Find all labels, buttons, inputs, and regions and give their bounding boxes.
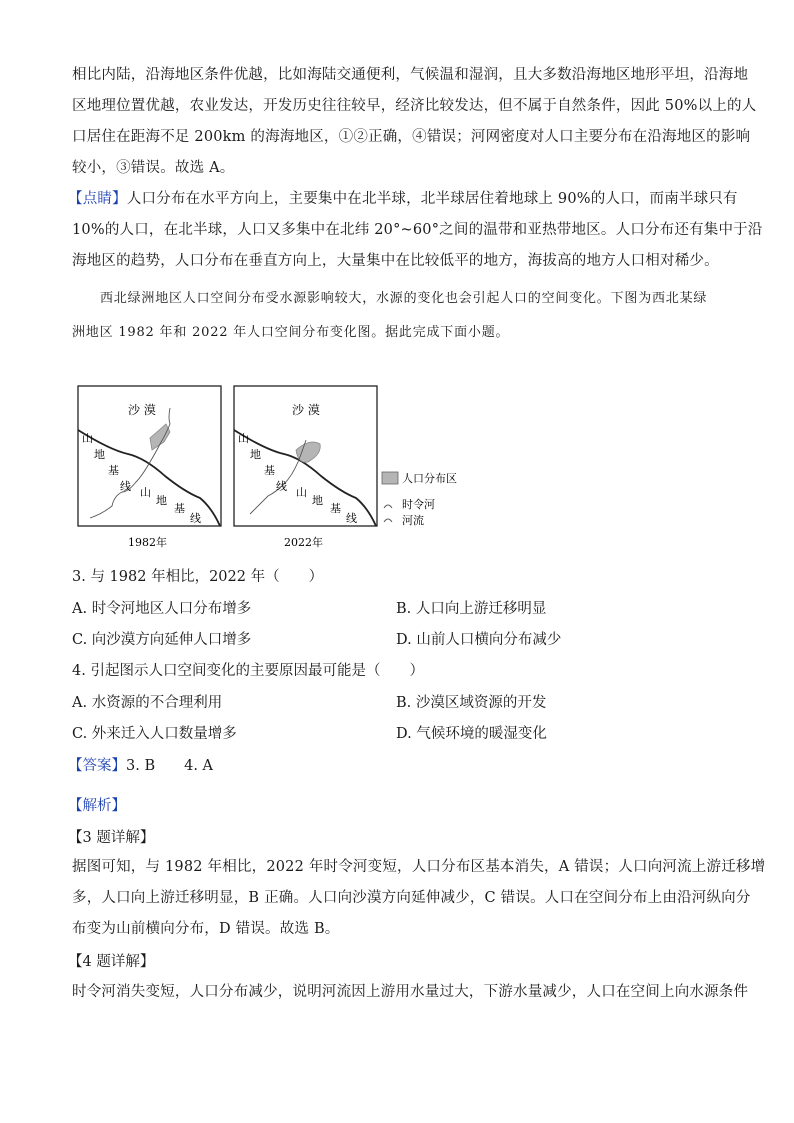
q3-detail-tag: 【3 题详解】 [68, 830, 155, 846]
q4-detail-line: 时令河消失变短，人口分布减少，说明河流因上游用水量过大，下游水量减少，人口在空间上向水源条件 [72, 984, 749, 1000]
legend-population-label: 人口分布区 [402, 472, 457, 485]
mountain-char: 山 [238, 432, 249, 445]
mountain-char: 基 [264, 464, 275, 477]
material-line: 洲地区 1982 年和 2022 年人口空间分布变化图。据此完成下面小题。 [72, 325, 510, 340]
question-4-option-d: D. 气候环境的暖湿变化 [396, 726, 547, 742]
intro-line: 相比内陆，沿海地区条件优越，比如海陆交通便利，气候温和湿润，且大多数沿海地区地形平坦，沿海地 [72, 67, 749, 83]
question-4-option-a: A. 水资源的不合理利用 [72, 695, 223, 711]
question-4-option-c: C. 外来迁入人口数量增多 [72, 726, 237, 742]
mountain-char: 地 [94, 448, 105, 461]
material-paragraph [72, 282, 722, 350]
population-area [150, 424, 170, 450]
analysis-tag: 【解析】 [68, 798, 126, 814]
q3-detail-line: 据图可知，与 1982 年相比，2022 年时令河变短，人口分布区基本消失，A 错误；人口向河流上游迁移增 [72, 859, 766, 875]
intro-paragraph [72, 60, 757, 184]
panel-1982-caption: 1982年 [128, 536, 167, 549]
mountain-char: 山 [140, 486, 151, 499]
legend-river-symbol [384, 519, 392, 522]
desert-label: 沙 漠 [128, 403, 156, 417]
legend-seasonal-river-label: 时令河 [402, 498, 435, 511]
mountain-char: 山 [82, 432, 93, 445]
panel-2022-caption: 2022年 [284, 536, 323, 549]
panel-1982 [78, 386, 221, 549]
question-3-option-b: B. 人口向上游迁移明显 [396, 601, 547, 617]
answer-text: 3. B 4. A [126, 758, 214, 774]
panel-2022 [234, 386, 377, 549]
legend-population-swatch [382, 472, 398, 484]
q4-detail-tag: 【4 题详解】 [68, 954, 155, 970]
answer-line [68, 754, 213, 775]
mountain-char: 线 [190, 512, 201, 525]
question-3-stem: 3. 与 1982 年相比，2022 年（ ） [72, 569, 324, 585]
mountain-char: 地 [312, 494, 323, 507]
q3-detail-line: 多，人口向上游迁移明显，B 正确。人口向沙漠方向延伸减少，C 错误。人口在空间分布上由沿河纵向分 [72, 890, 751, 906]
question-4-option-b: B. 沙漠区域资源的开发 [396, 695, 547, 711]
question-3-option-d: D. 山前人口横向分布减少 [396, 632, 562, 648]
mountain-char: 地 [250, 448, 261, 461]
dianjing-line: 10%的人口，在北半球，人口又多集中在北纬 20°~60°之间的温带和亚热带地区。人口分布还有集中于沿 [72, 222, 763, 238]
material-line: 西北绿洲地区人口空间分布受水源影响较大，水源的变化也会引起人口的空间变化。下图为西北某绿 [100, 291, 708, 306]
answer-tag: 【答案】 [68, 758, 126, 774]
question-3-option-a: A. 时令河地区人口分布增多 [72, 601, 252, 617]
dianjing-line: 人口分布在水平方向上，主要集中在北半球，北半球居住着地球上 90%的人口，而南半球只有 [126, 191, 738, 207]
dianjing-line: 海地区的趋势，人口分布在垂直方向上，大量集中在比较低平的地方，海拔高的地方人口相对稀少。 [72, 253, 719, 269]
q4-detail-paragraph [72, 977, 749, 1008]
mountain-char: 线 [120, 480, 131, 493]
legend [382, 471, 457, 527]
mountain-char: 基 [108, 464, 119, 477]
dianjing-section [68, 184, 763, 277]
oasis-population-figure [70, 380, 480, 552]
legend-seasonal-river-symbol [384, 505, 392, 508]
question-4-stem: 4. 引起图示人口空间变化的主要原因最可能是（ ） [72, 663, 424, 679]
legend-river-label: 河流 [402, 514, 424, 527]
dianjing-tag: 【点睛】 [68, 191, 127, 207]
intro-line: 口居住在距海不足 200km 的海海地区，①②正确，④错误；河网密度对人口主要分布在沿海地区的影响 [72, 129, 751, 145]
intro-line: 较小，③错误。故选 A。 [72, 160, 235, 176]
mountain-char: 山 [296, 486, 307, 499]
mountain-char: 地 [156, 494, 167, 507]
population-area [296, 442, 320, 462]
mountain-char: 线 [276, 480, 287, 493]
mountain-char: 基 [330, 502, 341, 515]
question-3-option-c: C. 向沙漠方向延伸人口增多 [72, 632, 252, 648]
q3-detail-line: 布变为山前横向分布，D 错误。故选 B。 [72, 921, 340, 937]
mountain-char: 基 [174, 502, 185, 515]
q3-detail-paragraph [72, 852, 766, 945]
desert-label: 沙 漠 [292, 403, 320, 417]
intro-line: 区地理位置优越，农业发达，开发历史往往较早，经济比较发达，但不属于自然条件，因此 50%以上的人 [72, 98, 757, 114]
mountain-char: 线 [346, 512, 357, 525]
